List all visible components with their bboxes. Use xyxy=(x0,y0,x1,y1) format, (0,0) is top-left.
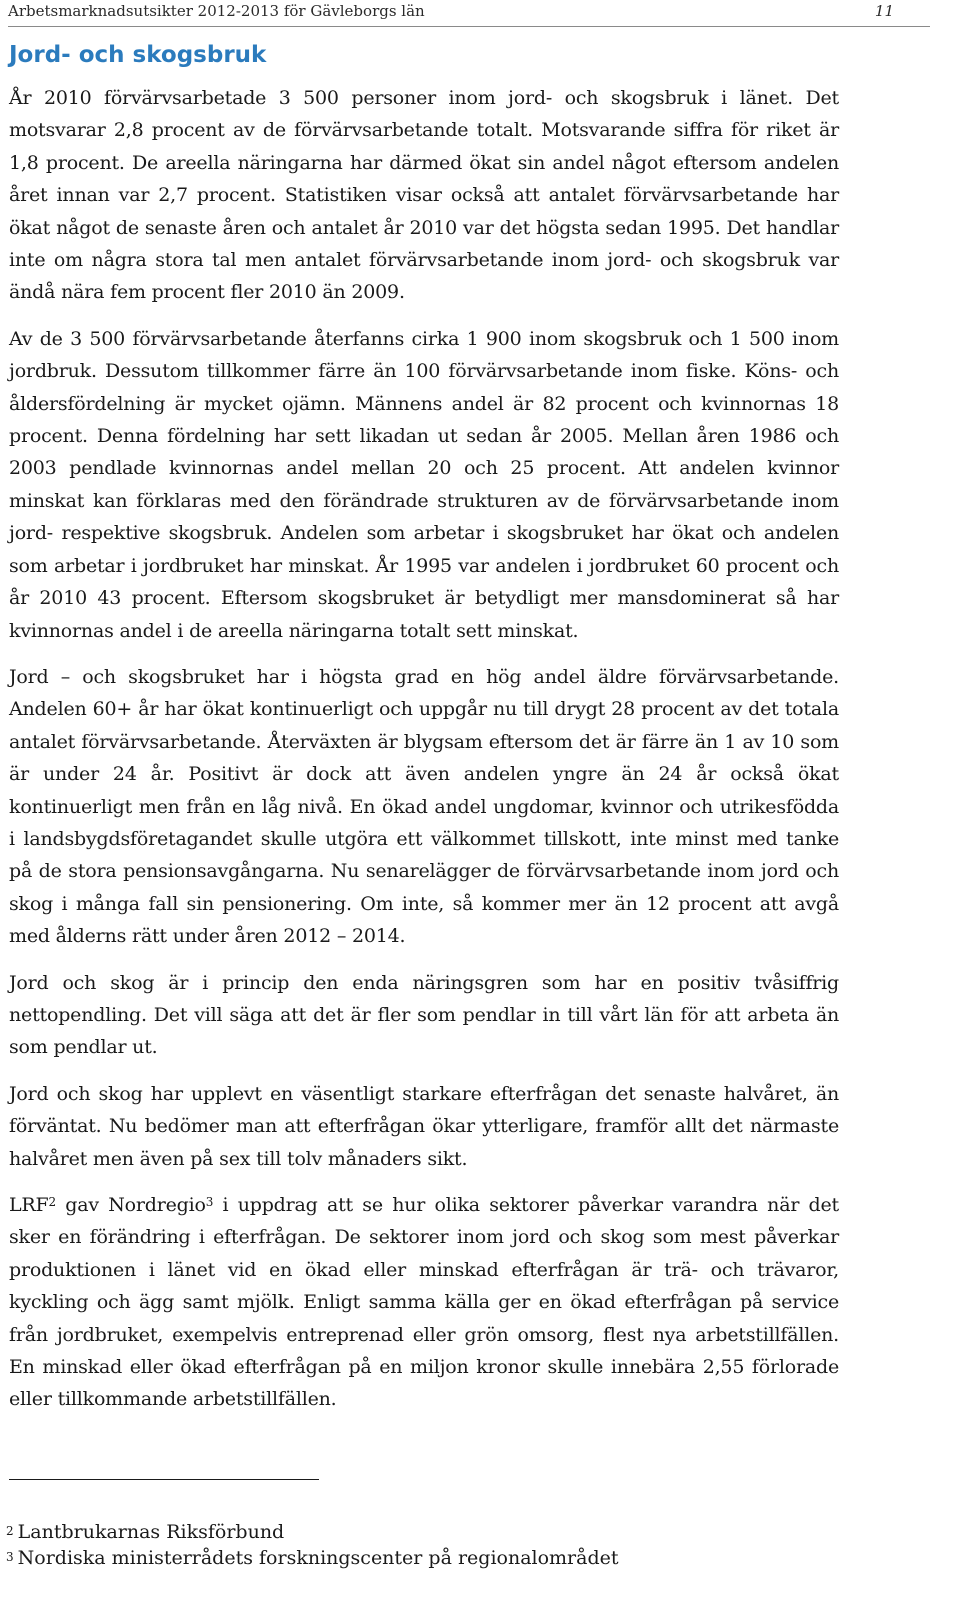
paragraph-3: Jord – och skogsbruket har i högsta grad en hög andel äldre förvärvsarbetande. Andelen 60+ år har ökat kontinuerligt och uppgår nu till drygt 28 procent av det totala antalet förvärvsarbetande. Återväxten är blygsam eftersom det är färre än 1 av 10 som är under 24 år. Positivt är dock att även andelen yngre än 24 år också ökat kontinuerligt men från en låg nivå. En ökad andel ungdomar, kvinnor och utrikesfödda i landsbygdsföretagandet skulle utgöra ett välkommet tillskott, inte minst med tanke på de stora pensionsavgångarna. Nu senarelägger de förvärvsarbetande inom jord och skog i många fall sin pensionering. Om inte, så kommer mer än 12 procent att avgå med ålderns rätt under åren 2012 – 2014. xyxy=(9,665,839,948)
footnote-text: Nordiska ministerrådets forskningscenter på regionalområdet xyxy=(17,1547,619,1569)
running-header xyxy=(8,0,930,27)
paragraph-1: År 2010 förvärvsarbetade 3 500 personer inom jord- och skogsbruk i länet. Det motsvarar 2,8 procent av de förvärvsarbetande totalt. Motsvarande siffra för riket är 1,8 procent. De areella näringarna har därmed ökat sin andel något eftersom andelen året innan var 2,7 procent. Statistiken visar också att antalet förvärvsarbetande har ökat något de senaste åren och antalet år 2010 var det högsta sedan 1995. Det handlar inte om några stora tal men antalet förvärvsarbetande inom jord- och skogsbruk var ändå nära fem procent fler 2010 än 2009. xyxy=(9,87,839,304)
page-number: 11 xyxy=(874,2,894,20)
footnote-text: Lantbrukarnas Riksförbund xyxy=(17,1521,285,1543)
footnote-2 xyxy=(6,1519,906,1545)
header-title: Arbetsmarknadsutsikter 2012-2013 för Gävleborgs län xyxy=(8,2,425,20)
footnote-divider xyxy=(9,1479,319,1480)
section-heading: Jord- och skogsbruk xyxy=(9,42,267,68)
paragraph-2: Av de 3 500 förvärvsarbetande återfanns cirka 1 900 inom skogsbruk och 1 500 inom jordbruk. Dessutom tillkommer färre än 100 förvärvsarbetande inom fiske. Köns- och åldersfördelning är mycket ojämn. Männens andel är 82 procent och kvinnornas 18 procent. Denna fördelning har sett likadan ut sedan år 2005. Mellan åren 1986 och 2003 pendlade kvinnornas andel mellan 20 och 25 procent. Att andelen kvinnor minskat kan förklaras med den förändrade strukturen av de förvärvsarbetande inom jord- respektive skogsbruk. Andelen som arbetar i skogsbruket har ökat och andelen som arbetar i jordbruket har minskat. År 1995 var andelen i jordbruket 60 procent och år 2010 43 procent. Eftersom skogsbruket är betydligt mer mansdominerat så har kvinnornas andel i de areella näringarna totalt sett minskat. xyxy=(9,327,839,642)
paragraph-5: Jord och skog har upplevt en väsentligt starkare efterfrågan det senaste halvåret, än förväntat. Nu bedömer man att efterfrågan ökar ytterligare, framför allt det närmaste halvåret men även på sex till tolv månaders sikt. xyxy=(9,1082,839,1170)
paragraph-4: Jord och skog är i princip den enda näringsgren som har en positiv tvåsiffrig nettopendling. Det vill säga att det är fler som pendlar in till vårt län för att arbeta än som pendlar ut. xyxy=(9,971,839,1059)
lrf-abbreviation: LRF xyxy=(9,1194,49,1216)
main-content xyxy=(9,38,839,1430)
paragraph-6 xyxy=(9,1189,839,1416)
footnotes xyxy=(6,1519,906,1571)
paragraph-6-rest: i uppdrag att se hur olika sektorer påverkar varandra när det sker en förändring i efterfrågan. De sektorer inom jord och skog som mest påverkar produktionen i länet vid en ökad eller minskad efterfrågan är trä- och trävaror, kyckling och ägg samt mjölk. Enligt samma källa ger en ökad efterfrågan på service från jordbruket, exempelvis entreprenad eller grön omsorg, flest nya arbetstillfällen. En minskad eller ökad efterfrågan på en miljon kronor skulle innebära 2,55 förlorade eller tillkommande arbetstillfällen. xyxy=(9,1194,839,1411)
footnote-ref-3[interactable]: 3 xyxy=(205,1195,214,1209)
footnote-number: 3 xyxy=(6,1550,14,1564)
footnote-number: 2 xyxy=(6,1524,14,1538)
paragraph-6-middle: gav Nordregio xyxy=(55,1194,206,1216)
footnote-3 xyxy=(6,1545,906,1571)
footnote-ref-2[interactable]: 2 xyxy=(48,1195,56,1209)
